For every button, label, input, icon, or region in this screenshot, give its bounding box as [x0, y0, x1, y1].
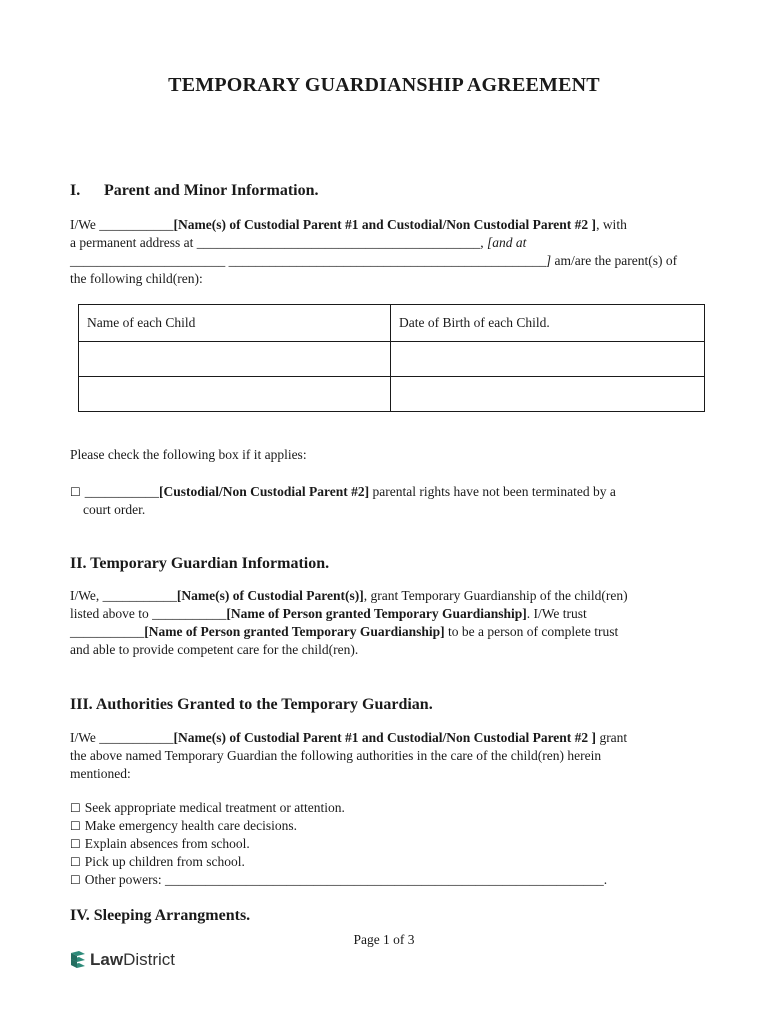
checkbox-icon[interactable]: ☐ — [70, 873, 81, 887]
checkbox-icon[interactable]: ☐ — [70, 837, 81, 851]
section-3-number: III. — [70, 696, 93, 713]
table-row — [79, 377, 705, 412]
s2-l2-suffix: . I/We trust — [526, 606, 587, 621]
s2-line-4: and able to provide competent care for the child(ren). — [70, 642, 359, 657]
checkbox-icon[interactable]: ☐ — [70, 819, 81, 833]
section-1-heading — [70, 182, 319, 200]
checkbox-icon[interactable]: ☐ — [70, 855, 81, 869]
section-1-title: Parent and Minor Information. — [104, 182, 319, 199]
section-3-paragraph — [70, 729, 700, 783]
authority-label: Explain absences from school. — [84, 836, 250, 851]
child-dob-cell[interactable] — [391, 342, 705, 377]
parents-blank-s3[interactable]: ___________ — [99, 730, 174, 745]
authority-item-other — [70, 871, 607, 889]
s1-line-2 — [70, 234, 700, 252]
authority-label: Pick up children from school. — [84, 854, 245, 869]
s3-line-1 — [70, 729, 700, 747]
second-address-blank-1[interactable]: _______________________ — [70, 253, 226, 268]
s2-l3-suffix: to be a person of complete trust — [444, 624, 619, 639]
section-2-heading — [70, 555, 329, 573]
parental-rights-check — [70, 483, 700, 519]
children-table — [78, 304, 705, 412]
checkbox-icon[interactable]: ☐ — [70, 485, 81, 499]
lawdistrict-logo-icon — [70, 950, 86, 970]
page-number: Page 1 of 3 — [353, 932, 415, 947]
authority-item-medical — [70, 799, 607, 817]
s1-l2-prefix: a permanent address at — [70, 235, 197, 250]
s3-l1-prefix: I/We — [70, 730, 100, 745]
s1-l1-prefix: I/We — [70, 217, 100, 232]
logo-text-law: Law — [90, 950, 124, 969]
and-at-italic: [and at — [486, 235, 527, 250]
guardian-name-placeholder: [Name of Person granted Temporary Guardianship] — [226, 606, 527, 621]
table-header-row — [79, 305, 705, 342]
authority-label: Other powers: — [84, 872, 165, 887]
parent2-blank[interactable]: ___________ — [84, 484, 160, 499]
check-line-1 — [70, 483, 700, 501]
section-2-number: II. — [70, 555, 87, 572]
table-row — [79, 342, 705, 377]
child-dob-cell[interactable] — [391, 377, 705, 412]
s3-l1-suffix: grant — [596, 730, 628, 745]
section-3-heading — [70, 696, 433, 714]
address-blank[interactable]: __________________________________________ — [196, 235, 481, 250]
authorities-checklist — [70, 799, 607, 889]
table-header-dob: Date of Birth of each Child. — [391, 305, 705, 342]
guardian-name-placeholder-2: [Name of Person granted Temporary Guardianship] — [144, 624, 445, 639]
section-4-number: IV. — [70, 907, 90, 924]
custodial-parents-blank[interactable]: ___________ — [102, 588, 177, 603]
authority-label: Make emergency health care decisions. — [84, 818, 298, 833]
check-line-2: court order. — [83, 502, 146, 517]
s2-line-1 — [70, 587, 700, 605]
bracket-close: ] — [545, 253, 552, 268]
s1-l3-suffix: am/are the parent(s) of — [551, 253, 678, 268]
table-header-name: Name of each Child — [79, 305, 391, 342]
section-2-paragraph — [70, 587, 700, 659]
s2-line-3 — [70, 623, 700, 641]
checkbox-icon[interactable]: ☐ — [70, 801, 81, 815]
section-4-heading — [70, 907, 250, 925]
s1-l1-suffix: , with — [596, 217, 627, 232]
s1-line-4: the following child(ren): — [70, 271, 203, 286]
s2-l2-prefix: listed above to — [70, 606, 153, 621]
authority-item-pickup — [70, 853, 607, 871]
child-name-cell[interactable] — [79, 377, 391, 412]
check-suffix: parental rights have not been terminated by a — [369, 484, 616, 499]
custodial-parents-placeholder: [Name(s) of Custodial Parent(s)] — [176, 588, 364, 603]
s2-line-2 — [70, 605, 700, 623]
s1-l2-comma: , — [480, 235, 487, 250]
s2-l1-suffix: , grant Temporary Guardianship of the child(ren) — [363, 588, 628, 603]
other-powers-period: . — [603, 872, 608, 887]
s1-line-3 — [70, 252, 700, 270]
parents-placeholder-s3: [Name(s) of Custodial Parent #1 and Custodial/Non Custodial Parent #2 ] — [173, 730, 597, 745]
child-name-cell[interactable] — [79, 342, 391, 377]
section-1-number: I. — [70, 182, 81, 199]
parent-names-blank[interactable]: ___________ — [99, 217, 174, 232]
section-4-title: Sleeping Arrangments. — [93, 907, 251, 924]
authority-item-absences — [70, 835, 607, 853]
s2-l1-prefix: I/We, — [70, 588, 103, 603]
second-address-blank-2[interactable]: _______________________________________________ — [228, 253, 546, 268]
guardian-name-blank[interactable]: ___________ — [152, 606, 227, 621]
other-powers-blank[interactable]: _________________________________________________________________ — [165, 872, 604, 887]
section-3-title: Authorities Granted to the Temporary Guardian. — [95, 696, 433, 713]
parent-names-placeholder: [Name(s) of Custodial Parent #1 and Custodial/Non Custodial Parent #2 ] — [173, 217, 597, 232]
authority-label: Seek appropriate medical treatment or attention. — [84, 800, 345, 815]
section-1-paragraph — [70, 216, 700, 288]
document-title: TEMPORARY GUARDIANSHIP AGREEMENT — [168, 74, 600, 96]
logo-text-district: District — [123, 950, 176, 969]
authority-item-emergency — [70, 817, 607, 835]
lawdistrict-logo — [70, 949, 175, 971]
s3-line-3: mentioned: — [70, 766, 131, 781]
s1-line-1 — [70, 216, 700, 234]
guardian-name-blank-2[interactable]: ___________ — [70, 624, 145, 639]
section-2-title: Temporary Guardian Information. — [90, 555, 330, 572]
s3-line-2: the above named Temporary Guardian the following authorities in the care of the child(ren) herein — [70, 748, 602, 763]
check-intro: Please check the following box if it applies: — [70, 447, 307, 462]
parent2-placeholder: [Custodial/Non Custodial Parent #2] — [159, 484, 370, 499]
